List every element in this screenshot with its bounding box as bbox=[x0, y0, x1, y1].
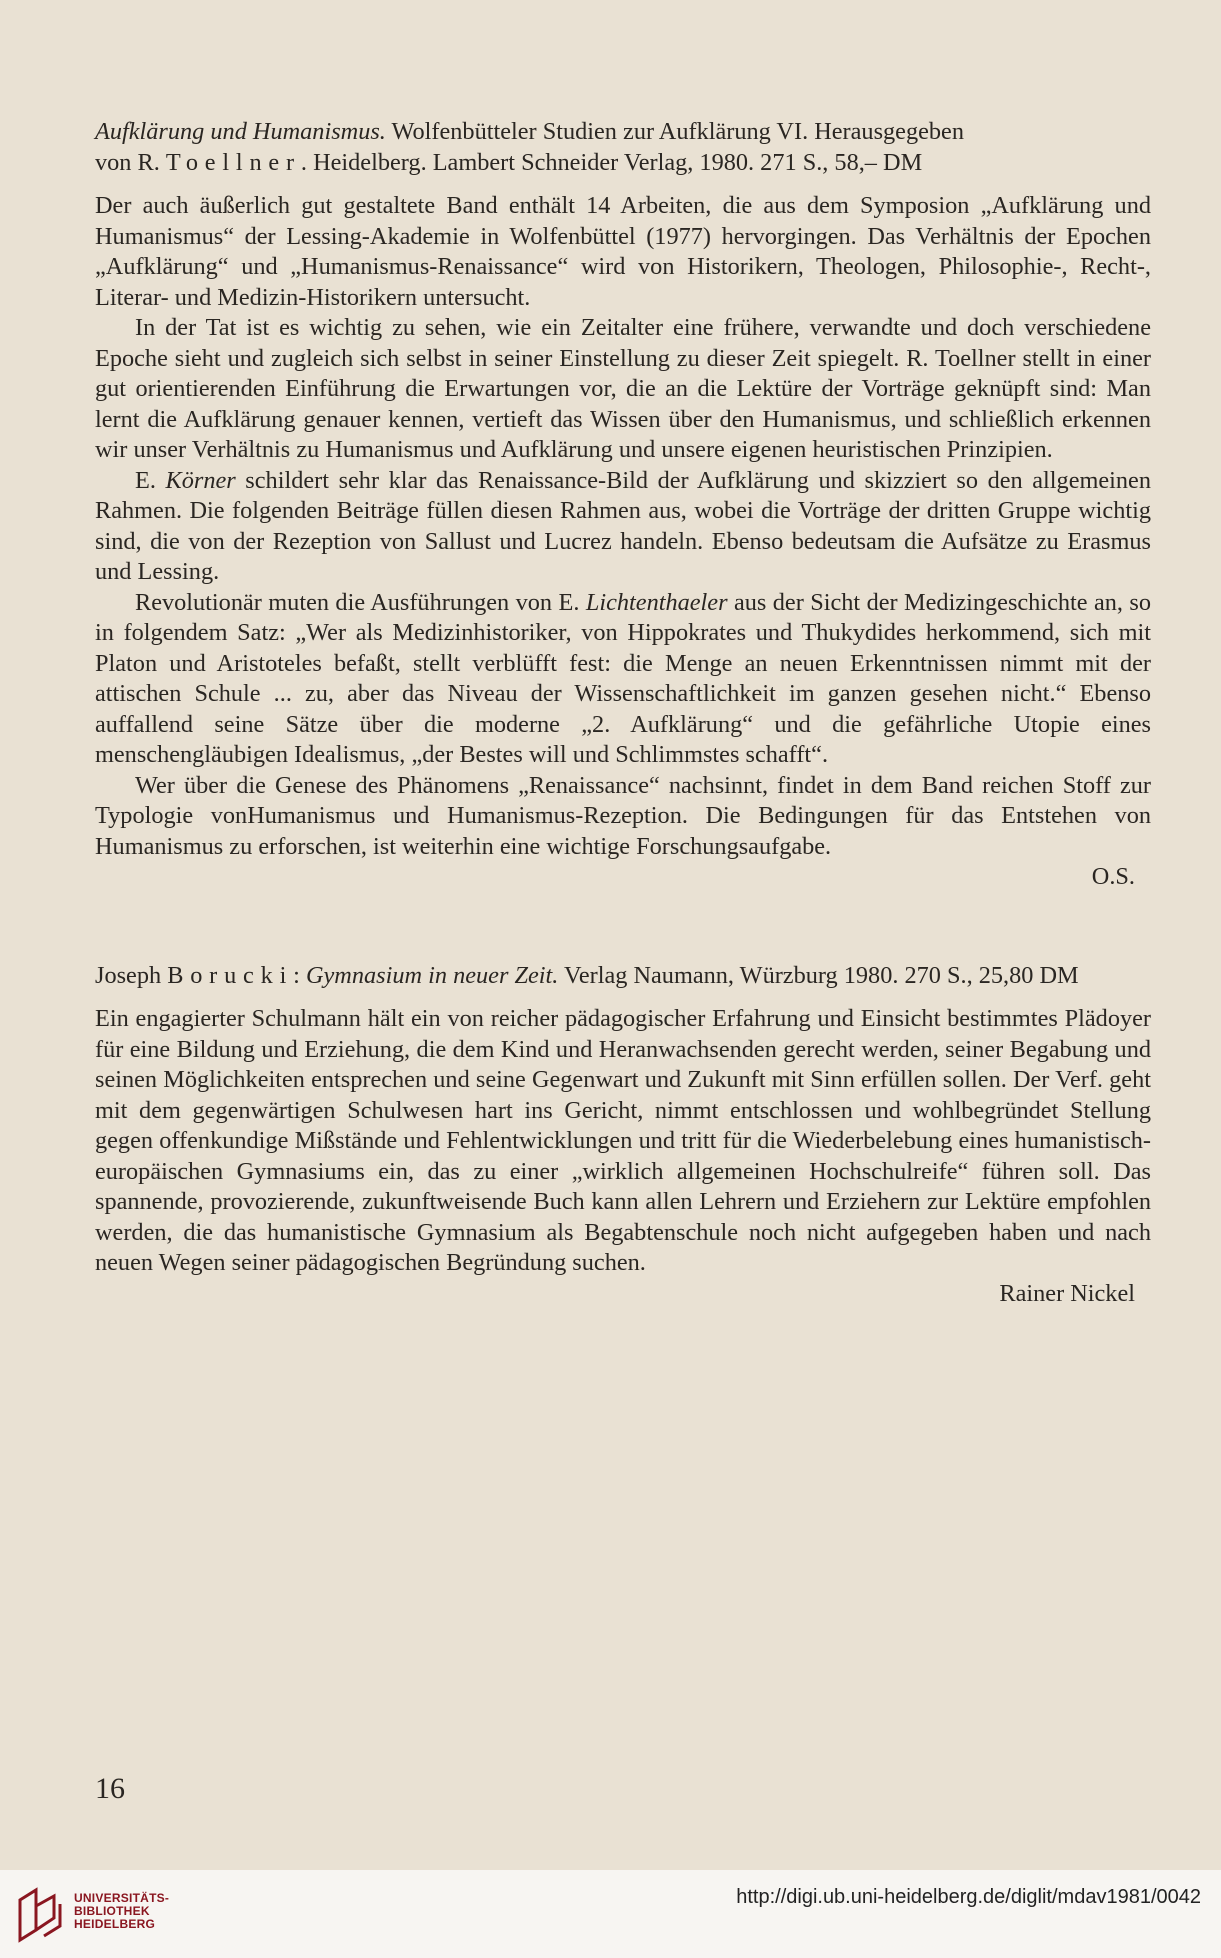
review1-name-lichtenthaeler: Lichtenthaeler bbox=[585, 588, 728, 616]
review1-meta-1: Wolfenbütteler Studien zur Aufklärung VI. Herausgegeben bbox=[385, 118, 964, 145]
review1-paragraph-1: Der auch äußerlich gut gestaltete Band enthält 14 Arbeiten, die aus dem Symposion „Aufklärung und Humanismus“ der Lessing-Akademie in Wolfenbüttel (1977) hervorgingen. Das Verhältnis der Epochen „Aufklärung“ und „Humanismus-Renaissance“ wird von Historikern, Theologen, Philosophie-, Recht-, Literar- und Medizin-Historikern untersucht. bbox=[95, 192, 1151, 311]
review2-author-surname: Borucki bbox=[167, 961, 294, 989]
review1-paragraph-2: In der Tat ist es wichtig zu sehen, wie ein Zeitalter eine frühere, verwandte und doch verschiedene Epoche sieht und zugleich sich selbst in seiner Einstellung zu dieser Zeit spiegelt. R. Toellner stellt in einer gut orientierenden Einführung die Erwartungen vor, die an die Lektüre der Vorträge geknüpft sind: Man lernt die Aufklärung genauer kennen, vertieft das Wissen über den Humanismus, und schließlich erkennen wir unser Verhältnis zu Humanismus und Aufklärung und unsere eigenen heuristischen Prinzipien. bbox=[95, 314, 1151, 463]
review2-title: Gymnasium in neuer Zeit. bbox=[305, 961, 559, 989]
digitization-footer bbox=[0, 1870, 1221, 1958]
library-logo-icon bbox=[14, 1886, 66, 1944]
review1-meta-2a: von R. bbox=[95, 148, 166, 176]
review1-paragraph-3: E. Körner schildert sehr klar das Renaissance-Bild der Aufklärung und skizziert so den allgemeinen Rahmen. Die folgenden Beiträge füllen diesen Rahmen aus, wobei die Vorträge der dritten Gruppe wichtig sind, die von der Rezeption von Sallust und Lucrez handeln. Ebenso bedeutsam die Aufsätze zu Erasmus und Lessing. bbox=[95, 466, 1151, 585]
review1-signature: O.S. bbox=[1091, 863, 1135, 890]
review1-name-koerner: Körner bbox=[165, 466, 236, 494]
review1-title: Aufklärung und Humanismus. bbox=[95, 118, 386, 145]
source-url-link[interactable]: http://digi.ub.uni-heidelberg.de/diglit/mdav1981/0042 bbox=[736, 1886, 1201, 1908]
review1-editor: Toellner bbox=[165, 148, 301, 176]
page-content bbox=[95, 117, 1151, 1309]
review2-signature: Rainer Nickel bbox=[999, 1279, 1135, 1307]
review2-heading: Joseph Borucki: Gymnasium in neuer Zeit. Verlag Naumann, Würzburg 1980. 270 S., 25,80 DM bbox=[95, 961, 1079, 989]
review2-meta: Verlag Naumann, Würzburg 1980. 270 S., 25,80 DM bbox=[558, 961, 1079, 989]
review2-paragraph-1: Ein engagierter Schulmann hält ein von reicher pädagogischer Erfahrung und Einsicht bestimmtes Plädoyer für eine Bildung und Erziehung, die dem Kind und Heranwachsenden gerecht werden, seiner Begabung und seinen Möglichkeiten entsprechen und seine Gegenwart und Zukunft mit Sinn erfüllen sollen. Der Verf. geht mit dem gegenwärtigen Schulwesen hart ins Gericht, nimmt entschlossen und wohlbegründet Stellung gegen offenkundige Mißstände und Fehlentwicklungen und tritt für die Wiederbelebung eines humanistisch-europäischen Gymnasiums ein, das zu einer „wirklich allgemeinen Hochschulreife“ führen soll. Das spannende, provozierende, zukunftweisende Buch kann allen Lehrern und Erziehern zur Lektüre empfohlen werden, die das humanistische Gymnasium als Begabtenschule noch nicht aufgegeben haben und nach neuen Wegen seiner pädagogischen Begründung suchen. bbox=[95, 1005, 1151, 1276]
review1-heading bbox=[95, 117, 1151, 178]
page-number: 16 bbox=[95, 1772, 125, 1805]
review1-paragraph-5: Wer über die Genese des Phänomens „Renaissance“ nachsinnt, findet in dem Band reichen Stoff zur Typologie vonHumanismus und Humanismus-Rezeption. Die Bedingungen für das Entstehen von Humanismus zu erforschen, ist weiterhin eine wichtige Forschungsaufgabe. bbox=[95, 771, 1151, 860]
review1-paragraph-4: Revolutionär muten die Ausführungen von E. Lichtenthaeler aus der Sicht der Medizingeschichte an, so in folgendem Satz: „Wer als Medizinhistoriker, von Hippokrates und Thukydides herkommend, sich mit Platon und Aristoteles befaßt, stellt verblüfft fest: die Menge an neuen Erkenntnissen nimmt mit der attischen Schule ... zu, aber das Niveau der Wissenschaftlichkeit im ganzen gesehen nicht.“ Ebenso auffallend seine Sätze über die moderne „2. Aufklärung“ und die gefährliche Utopie eines menschengläubigen Idealismus, „der Bestes will und Schlimmstes schafft“. bbox=[95, 588, 1151, 768]
review1-meta-2b: . Heidelberg. Lambert Schneider Verlag, 1980. 271 S., 58,– DM bbox=[300, 148, 923, 176]
library-name: UNIVERSITÄTS- BIBLIOTHEK HEIDELBERG bbox=[74, 1891, 170, 1931]
